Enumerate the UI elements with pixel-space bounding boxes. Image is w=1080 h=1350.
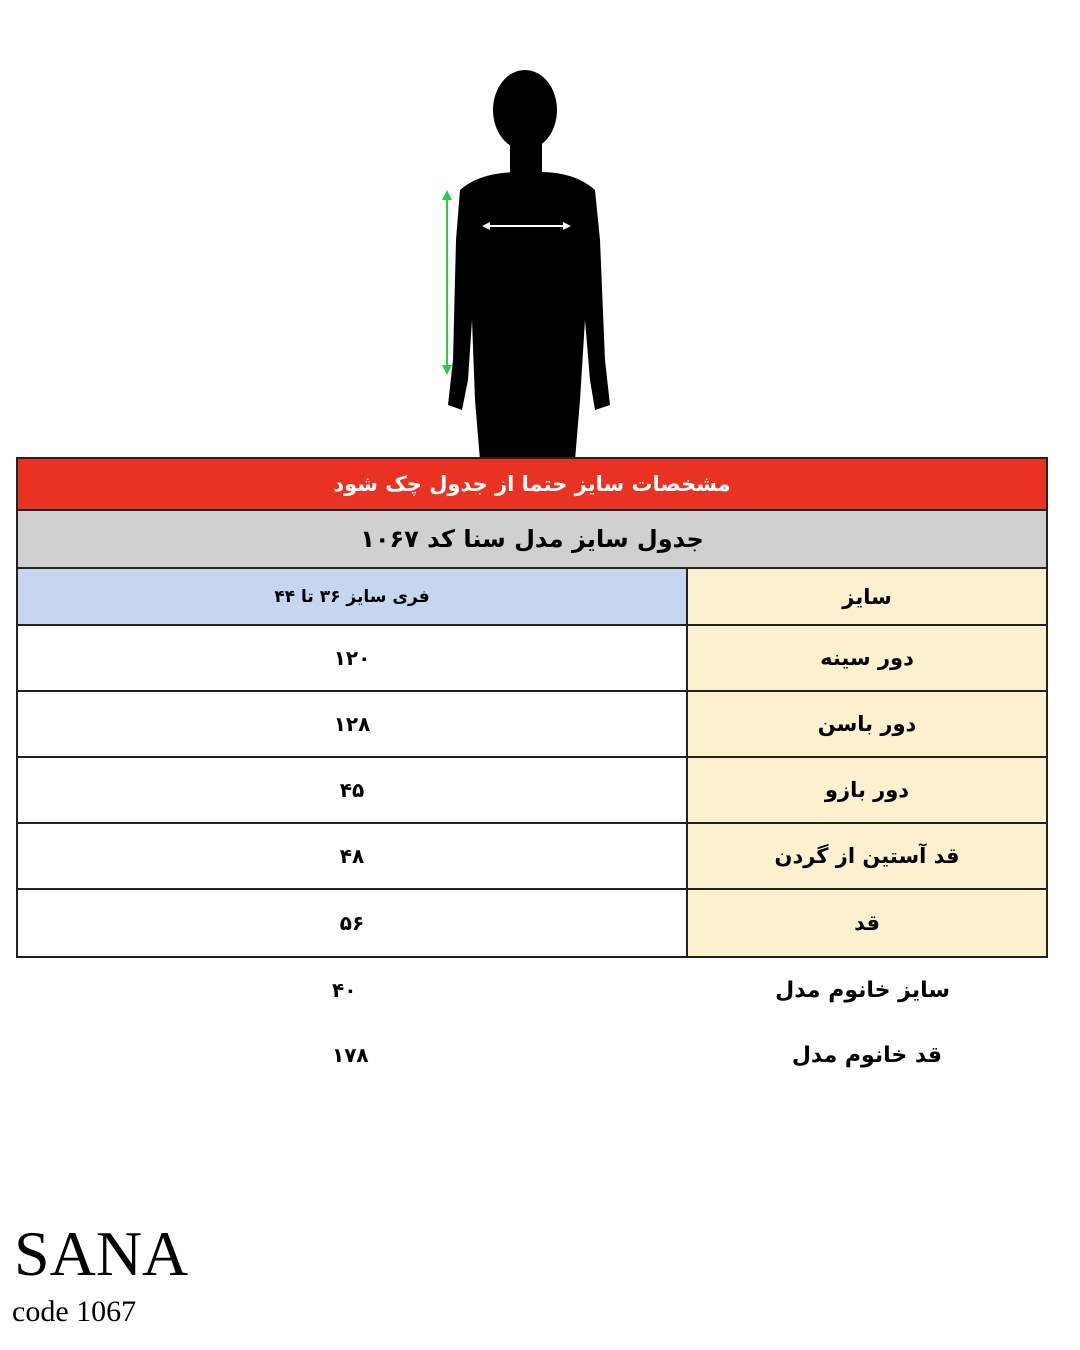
table-title (18, 511, 1046, 569)
warning-banner (18, 459, 1046, 511)
model-height-value: ۱۷۸ (332, 1043, 369, 1067)
woman-silhouette-icon (420, 60, 660, 460)
product-code: code 1067 (12, 1295, 137, 1328)
model-size-info (0, 978, 1080, 1038)
row-label: دور باسن (688, 692, 1046, 756)
warning-banner-text: مشخصات سایز حتما از جدول چک شود (333, 472, 731, 496)
row-label: قد آستین از گردن (688, 824, 1046, 888)
model-height-info (0, 1043, 1080, 1103)
row-label: دور بازو (688, 758, 1046, 822)
brand-name: SANA (14, 1218, 189, 1289)
size-table (16, 457, 1048, 958)
row-value: ۴۸ (18, 824, 688, 888)
table-header-row (18, 569, 1046, 626)
row-label: قد (688, 890, 1046, 956)
table-row (18, 824, 1046, 890)
table-title-text: جدول سایز مدل سنا کد ۱۰۶۷ (360, 525, 704, 553)
row-value: ۱۲۸ (18, 692, 688, 756)
table-row (18, 626, 1046, 692)
model-size-label: سایز خانوم مدل (775, 978, 950, 1003)
header-value: فری سایز ۳۶ تا ۴۴ (18, 569, 688, 624)
row-value: ۱۲۰ (18, 626, 688, 690)
model-height-label: قد خانوم مدل (791, 1043, 942, 1068)
row-value: ۵۶ (18, 890, 688, 956)
table-row (18, 692, 1046, 758)
row-label: دور سینه (688, 626, 1046, 690)
model-size-value: ۴۰ (332, 978, 357, 1002)
table-row (18, 890, 1046, 956)
table-row (18, 758, 1046, 824)
row-value: ۴۵ (18, 758, 688, 822)
header-label: سایز (688, 569, 1046, 624)
